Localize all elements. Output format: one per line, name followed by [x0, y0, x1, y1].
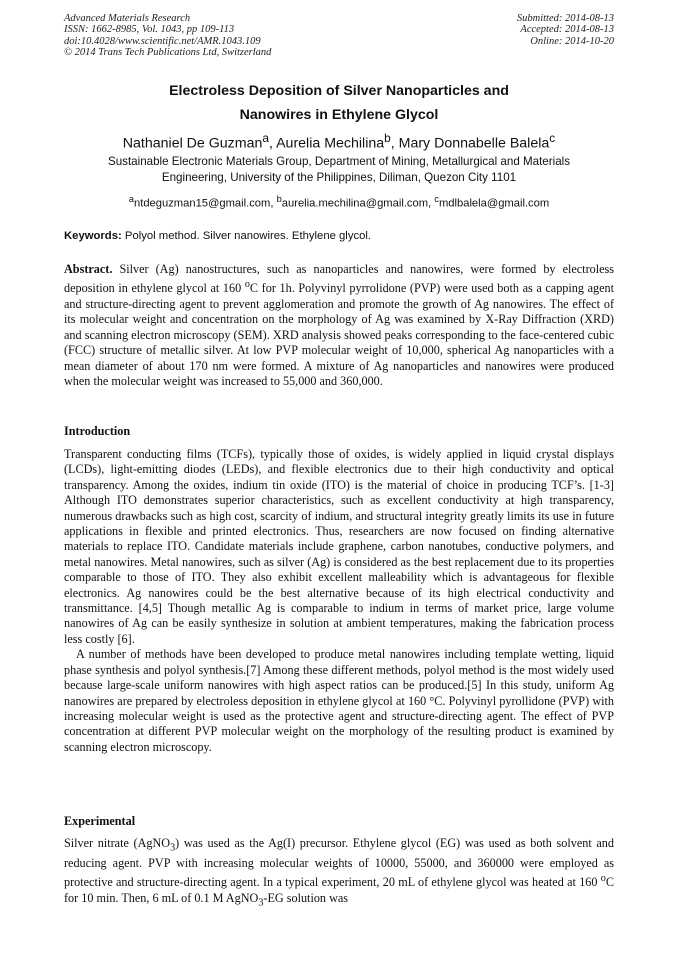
- introduction-paragraph-1: Transparent conducting films (TCFs), typically those of oxides, is widely applied in liquid crystal displays (LCDs), light-emitting diodes (LEDs), and flexible electronics due to their high conductivity and optical transparency. Among the oxides, indium tin oxide (ITO) is the material of choice in producing TCF’s. [1-3] Although ITO demonstrates superior characteristics, such as excellent conductivity at high transparency, numerous drawbacks such as high cost, scarcity of indium, and structural integrity greatly limits its use in future applications in flexible and printed electronics. Thus, researchers are now focused on finding alternative materials to replace ITO. Candidate materials include graphene, carbon nanotubes, conductive polymers, and metal nanowires. Metal nanowires, such as silver (Ag) is considered as the best replacement due to its properties comparable to those of ITO. They also exhibit excellent malleability which is advantageous for flexible electronics. Ag nanowires could be the best alternative because of its high electrical conductivity and transmittance. [4,5] Though metallic Ag is comparable to indium in terms of market price, large volume nanowires of Ag can be easily synthesize in solution at ambient temperatures, making the fabrication process less costly [6].: [64, 447, 614, 646]
- author-affil-mark: b: [384, 131, 391, 145]
- subscript-3: 3: [170, 842, 176, 854]
- email-mark: a: [128, 194, 134, 204]
- author-name: Mary Donnabelle Balela: [398, 135, 550, 152]
- author-affil-mark: a: [262, 131, 269, 145]
- keywords-text: Polyol method. Silver nanowires. Ethylene glycol.: [121, 230, 372, 242]
- experimental-text-3: C for 10 min. Then, 6 mL of 0.1 M AgNO: [64, 875, 614, 905]
- subscript-3: 3: [258, 897, 264, 909]
- author-separator: ,: [390, 135, 399, 152]
- experimental-text-1: Silver nitrate (AgNO: [64, 836, 171, 850]
- accepted-date: Accepted: 2014-08-13: [520, 24, 614, 36]
- author-name: Nathaniel De Guzman: [122, 135, 263, 152]
- title-line-1: Electroless Deposition of Silver Nanoparticles and: [169, 83, 509, 99]
- submitted-date: Submitted: 2014-08-13: [516, 13, 614, 24]
- email-list: [64, 192, 614, 212]
- email-mark: b: [276, 194, 282, 204]
- abstract-label: Abstract.: [64, 262, 113, 276]
- online-date: Online: 2014-10-20: [530, 35, 614, 47]
- journal-name: Advanced Materials Research: [64, 13, 191, 24]
- email-separator: ,: [270, 197, 277, 210]
- keywords: [64, 229, 614, 243]
- experimental-text-2: ) was used as the Ag(I) precursor. Ethylene glycol (EG) was used as both solvent and reducing agent. PVP with increasing molecular weights of 10000, 55000, and 360000 were employed as protective and structure-directing agent. In a typical experiment, 20 mL of ethylene glycol was heated at 160: [64, 836, 614, 890]
- affiliation-line-1: Sustainable Electronic Materials Group, Department of Mining, Metallurgical and Materials: [107, 155, 571, 168]
- submission-dates: [517, 13, 614, 47]
- affiliation-line-2: Engineering, University of the Philippines, Diliman, Quezon City 1101: [161, 170, 517, 184]
- title-line-2: Nanowires in Ethylene Glycol: [239, 107, 439, 123]
- experimental-paragraph: [64, 836, 614, 911]
- journal-doi: doi:10.4028/www.scientific.net/AMR.1043.109: [64, 35, 261, 47]
- email-mark: c: [434, 194, 439, 204]
- email-address: mdlbalela@gmail.com: [438, 197, 550, 210]
- introduction-body: [64, 447, 614, 755]
- abstract-text-2: C for 1h. Polyvinyl pyrrolidone (PVP) were used both as a capping agent and structure-directing agent to prevent agglomeration and promote the growth of Ag nanowires. The effect of its molecular weight and concentration on the morphology of Ag was examined by X-Ray Diffraction (XRD) and scanning electron microscopy (SEM). XRD analysis showed peaks corresponding to the face-centered cubic (FCC) structure of metallic silver. At low PVP molecular weight of 10,000, spherical Ag nanoparticles with a mean diameter of about 170 nm were formed. A mixture of Ag nanoparticles and nanowires were produced when the molecular weight was increased to 55,000 and 360,000.: [64, 281, 614, 388]
- author-affil-mark: c: [549, 131, 556, 145]
- introduction-paragraph-2: A number of methods have been developed to produce metal nanowires including template wetting, liquid phase synthesis and polyol synthesis.[7] Among these different methods, polyol method is the most widely used because large-scale uniform nanowires with high aspect ratios can be produced.[5] In this study, uniform Ag nanowires are prepared by electroless deposition in ethylene glycol at 160 °C. Polyvinyl pyrollidone (PVP) with increasing molecular weight is used as the protective agent and structure-directing agent. The effect of PVP concentration at different PVP molecular weight on the morphology of the resulting product is examined by scanning electron microscopy.: [64, 647, 614, 754]
- journal-issn: ISSN: 1662-8985, Vol. 1043, pp 109-113: [64, 24, 235, 36]
- degree-mark: o: [600, 873, 606, 885]
- degree-mark: o: [244, 279, 250, 291]
- keywords-label: Keywords:: [64, 230, 122, 242]
- email-address: ntdeguzman15@gmail.com: [134, 197, 271, 210]
- abstract: [64, 262, 614, 389]
- affiliation: [64, 154, 614, 185]
- journal-copyright: © 2014 Trans Tech Publications Ltd, Switzerland: [64, 47, 272, 59]
- introduction-heading: Introduction: [64, 424, 131, 438]
- paper-title: [64, 79, 614, 127]
- email-address: aurelia.mechilina@gmail.com: [281, 197, 429, 210]
- experimental-text-4: -EG solution was: [263, 890, 349, 905]
- author-list: [64, 129, 614, 153]
- abstract-text-1: Silver (Ag) nanostructures, such as nanoparticles and nanowires, were formed by electroless deposition in ethylene glycol at 160: [64, 262, 614, 296]
- experimental-heading: Experimental: [64, 814, 136, 828]
- email-separator: ,: [428, 197, 435, 210]
- author-name: Aurelia Mechilina: [276, 135, 385, 152]
- author-separator: ,: [268, 135, 277, 152]
- abstract-paragraph: [64, 262, 614, 389]
- journal-header: [64, 13, 271, 59]
- experimental-body: [64, 836, 614, 911]
